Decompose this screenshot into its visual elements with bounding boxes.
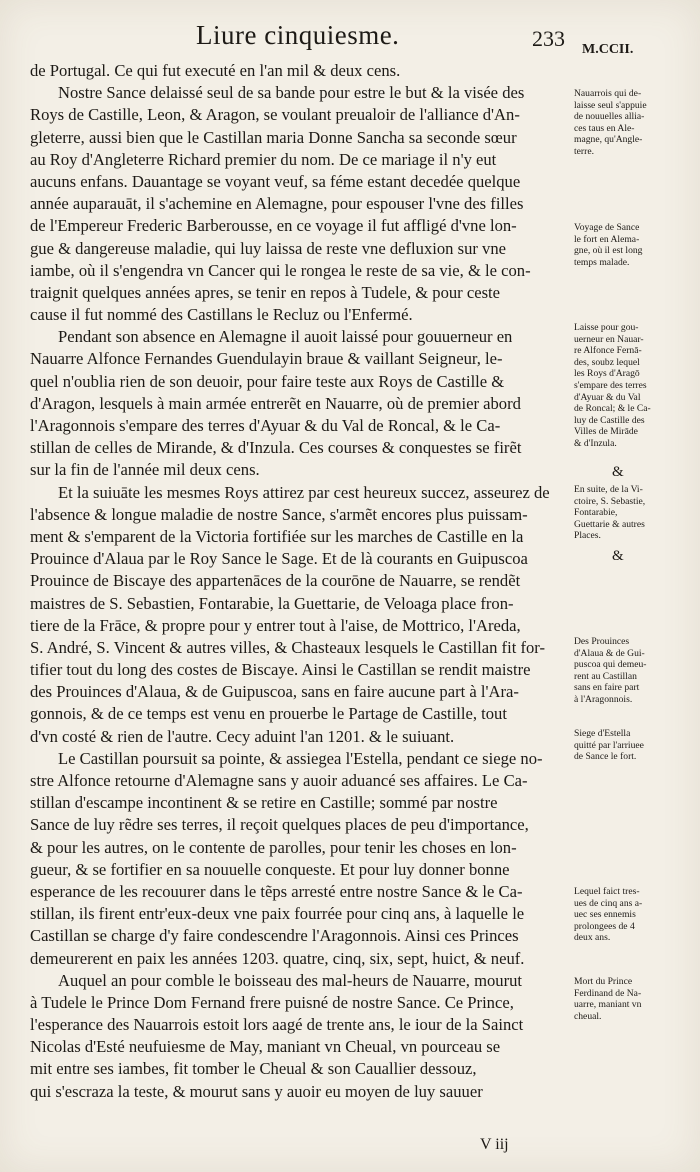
marginal-note-line: de nouuelles allia-: [574, 111, 645, 123]
marginal-note-line: sans en faire part: [574, 682, 640, 694]
main-text-column: [30, 60, 580, 1103]
text-line: & pour les autres, on le contente de parolles, pour tenir les choses en lon-: [30, 837, 517, 857]
marginal-note-line: En suite, de la Vi-: [574, 484, 643, 495]
year-mark: M.CCII.: [582, 42, 634, 57]
marginal-note-line: Mort du Prince: [574, 976, 633, 987]
text-line: l'absence & longue maladie de nostre Sance, s'armẽt encores plus puissam-: [30, 504, 528, 524]
marginal-note-line: cheual.: [574, 1010, 602, 1022]
marginal-note: [574, 222, 696, 268]
text-line: au Roy d'Angleterre Richard premier du nom. De ce mariage il n'y eut: [30, 149, 497, 169]
text-line: Pendant son absence en Alemagne il auoit laissé pour gouuerneur en: [58, 327, 513, 347]
text-line: tiere de la Frāce, & propre pour y entrer tout à l'aise, de Mottrico, l'Areda,: [30, 615, 521, 635]
marginal-note-line: ces taus en Ale-: [574, 122, 635, 134]
marginal-note-line: deux ans.: [574, 932, 611, 944]
text-line: des Prouinces d'Alaua, & de Guipuscoa, sans en faire aucune part à l'Ara-: [30, 682, 519, 702]
text-line: stre Alfonce retourne d'Alemagne sans y auoir aduancé ses affaires. Le Ca-: [30, 771, 528, 790]
text-line: quel n'oublia rien de son deuoir, pour faire teste aux Roys de Castille &: [30, 371, 505, 391]
running-title: Liure cinquiesme.: [196, 20, 400, 50]
marginal-note-line: magne, qu'Angle-: [574, 134, 643, 146]
text-line: Et la suiuāte les mesmes Roys attirez par cest heureux succez, asseurez de: [58, 482, 550, 502]
text-line: traignit quelques années apres, se tenir en repos à Tudele, & pour ceste: [30, 282, 501, 302]
marginal-note-line: de Sance le fort.: [574, 751, 637, 763]
marginal-note-line: Guettarie & autres: [574, 518, 645, 530]
marginal-note-line: laisse seul s'appuie: [574, 99, 647, 111]
text-line: S. André, S. Vincent & autres villes, & Chasteaux lesquels le Castillan fit for-: [30, 637, 545, 657]
text-line: Sance de luy rẽdre ses terres, il reçoit quelques places de peu d'importance,: [30, 815, 529, 835]
marginal-note-line: & d'Inzula.: [574, 437, 617, 449]
text-line: ment & s'emparent de la Victoria fortifiée sur les marches de Castille en la: [30, 526, 524, 546]
text-line: Nicolas d'Esté neufuiesme de May, maniant vn Cheual, vn pourceau se: [30, 1037, 501, 1057]
marginal-note-line: temps malade.: [574, 256, 630, 268]
text-line: gue & dangereuse maladie, qui luy laissa de reste vne defluxion sur vne: [30, 238, 507, 258]
text-line: aucuns enfans. Dauantage se voyant veuf, sa féme estant decedée quelque: [30, 171, 521, 191]
text-line: Auquel an pour comble le boisseau des mal-heurs de Nauarre, mourut: [58, 970, 523, 990]
ampersand-ornament: &: [612, 548, 624, 564]
text-line: iambe, où il s'engendra vn Cancer qui le rongea le reste de sa vie, & le con-: [30, 260, 531, 280]
text-line: stillan, ils firent entr'eux-deux vne paix fourrée pour cinq ans, à laquelle le: [30, 904, 525, 924]
marginal-note-line: Nauarrois qui de-: [574, 88, 642, 99]
text-line: l'esperance des Nauarrois estoit lors aagé de trente ans, le iour de la Sainct: [30, 1015, 524, 1035]
marginal-note-line: d'Ayuar & du Val: [574, 391, 641, 403]
marginal-note-line: puscoa qui demeu-: [574, 659, 647, 671]
marginal-note: [574, 886, 696, 944]
marginal-note-line: à l'Aragonnois.: [574, 693, 633, 705]
text-line: esperance de les recouurer dans le tẽps arresté entre nostre Sance & le Ca-: [30, 881, 523, 901]
marginal-note: [574, 484, 696, 542]
marginal-note: [574, 636, 696, 706]
marginal-note-line: Villes de Mirāde: [574, 426, 638, 438]
text-line: Castillan se charge d'y faire condescendre l'Aragonnois. Ainsi ces Princes: [30, 926, 519, 946]
text-line: stillan d'escampe incontinent & se retire en Castille; sommé par nostre: [30, 793, 498, 813]
text-line: de l'Empereur Frederic Barberousse, en ce voyage il fut affligé d'vne lon-: [30, 216, 517, 236]
marginal-note-line: uec ses ennemis: [574, 909, 636, 921]
text-line: sur la fin de l'année mil deux cens.: [30, 460, 260, 480]
text-line: d'Aragon, lesquels à main armée entrerẽt en Nauarre, où de premier abord: [30, 393, 521, 413]
text-line: d'vn costé & rien de l'autre. Cecy aduint l'an 1201. & le suiuant.: [30, 726, 455, 746]
text-line: année auparauāt, il s'achemine en Alemagne, pour espouser l'vne des filles: [30, 194, 524, 214]
text-line: Nauarre Alfonce Fernandes Guendulayin braue & vaillant Seigneur, le-: [30, 349, 503, 369]
text-line: gonnois, & de ce temps est venu en prouerbe le Partage de Castille, tout: [30, 704, 507, 724]
marginal-note-line: ctoire, S. Sebastie,: [574, 495, 646, 507]
marginal-note-line: le fort en Alema-: [574, 233, 640, 245]
marginal-note-line: s'empare des terres: [574, 379, 647, 391]
text-line: mit entre ses iambes, fit tomber le Cheual & son Cauallier dessouz,: [30, 1059, 477, 1079]
ampersand-ornament: &: [612, 464, 624, 480]
marginal-note: [574, 976, 696, 1022]
marginal-note-line: uerneur en Nauar-: [574, 333, 644, 345]
text-line: maistres de S. Sebastien, Fontarabie, la Guettarie, de Veloaga place fron-: [30, 593, 514, 613]
text-line: gleterre, aussi bien que le Castillan maria Donne Sancha sa seconde sœur: [30, 127, 517, 147]
marginal-note-line: Ferdinand de Na-: [574, 987, 642, 999]
text-line: cause il fut nommé des Castillans le Recluz ou l'Enfermé.: [30, 305, 413, 325]
marginal-note-line: ues de cinq ans a-: [574, 897, 643, 909]
text-line: l'Aragonnois s'empare des terres d'Ayuar & du Val de Roncal, & le Ca-: [30, 416, 501, 435]
marginal-note-line: Siege d'Estella: [574, 728, 631, 739]
marginal-note-line: gne, où il est long: [574, 245, 643, 257]
marginal-note-line: prolongees de 4: [574, 920, 635, 932]
signature-mark: V iij: [480, 1136, 509, 1153]
text-line: Le Castillan poursuit sa pointe, & assiegea l'Estella, pendant ce siege no-: [58, 748, 543, 768]
text-line: tifier tout du long des costes de Biscaye. Ainsi le Castillan se rendit maistre: [30, 660, 531, 680]
text-line: stillan de celles de Mirande, & d'Inzula. Ces courses & conquestes se firẽt: [30, 438, 522, 458]
text-line: gueur, & se fortifier en sa nouuelle conqueste. Et pour luy donner bonne: [30, 859, 510, 879]
marginal-note-line: Fontarabie,: [574, 507, 618, 519]
marginal-note-line: de Roncal; & le Ca-: [574, 403, 651, 415]
text-line: Roys de Castille, Leon, & Aragon, se voulant preualoir de l'alliance d'An-: [30, 105, 520, 125]
marginal-note-line: Voyage de Sance: [574, 222, 640, 233]
marginal-note-line: des, soubz lequel: [574, 356, 640, 368]
text-line: à Tudele le Prince Dom Fernand frere puisné de nostre Sance. Ce Prince,: [30, 992, 514, 1012]
marginal-note-line: Lequel faict tres-: [574, 886, 640, 897]
marginal-note-line: d'Alaua & de Gui-: [574, 647, 645, 659]
text-line: Prouince de Biscaye des appartenāces de la courōne de Nauarre, se rendẽt: [30, 571, 521, 591]
text-line: qui s'escraza la teste, & mourut sans y auoir eu moyen de luy sauuer: [30, 1081, 483, 1101]
marginal-note-line: Places.: [574, 530, 601, 542]
marginal-note-line: les Roys d'Aragō: [574, 368, 640, 380]
marginal-note-line: luy de Castille des: [574, 414, 645, 426]
text-line: Prouince d'Alaua par le Roy Sance le Sage. Et de là courants en Guipuscoa: [30, 549, 528, 569]
text-line: demeurerent en paix les années 1203. quatre, cinq, six, sept, huict, & neuf.: [30, 948, 525, 968]
marginal-note: [574, 88, 696, 158]
marginal-note-line: rent au Castillan: [574, 670, 637, 682]
marginal-note: [574, 728, 696, 763]
marginal-note-line: terre.: [574, 145, 594, 157]
text-line: de Portugal. Ce qui fut executé en l'an mil & deux cens.: [30, 61, 401, 80]
marginal-note-line: Laisse pour gou-: [574, 322, 639, 333]
marginal-note-line: Des Prouinces: [574, 636, 630, 647]
page-number: 233: [532, 26, 565, 51]
text-line: Nostre Sance delaissé seul de sa bande pour estre le but & la visée des: [58, 83, 525, 103]
marginal-note-line: quitté par l'arriuee: [574, 739, 644, 751]
marginal-note: [574, 322, 696, 450]
marginal-note-line: re Alfonce Fernā-: [574, 345, 642, 357]
marginal-note-line: uarre, maniant vn: [574, 999, 642, 1011]
